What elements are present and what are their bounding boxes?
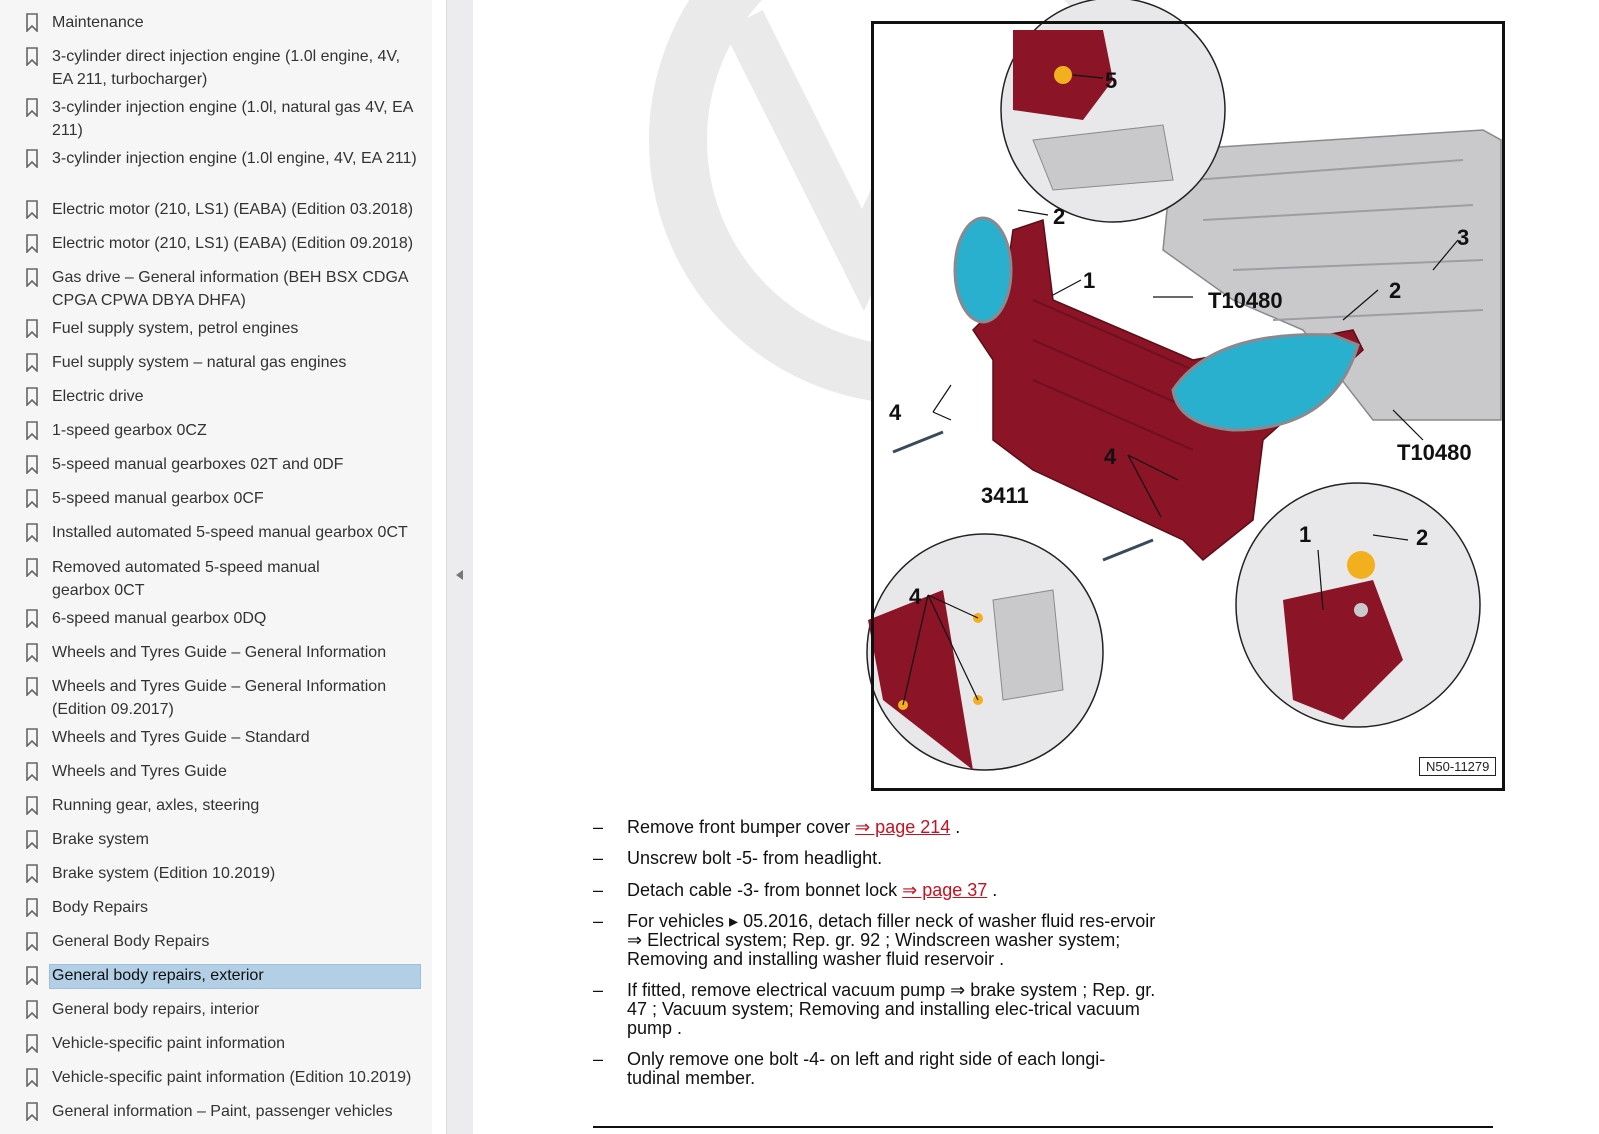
collapse-sidebar-icon[interactable] (456, 570, 463, 580)
callout-label: 3411 (981, 483, 1029, 508)
bookmark-icon (26, 489, 38, 508)
bookmark-label: Electric motor (210, LS1) (EABA) (Edition 03.2018) (52, 201, 414, 218)
bookmark-icon (26, 268, 38, 287)
bookmark-icon (26, 966, 38, 985)
bookmark-icon (26, 200, 38, 219)
bookmark-label: Electric drive (52, 388, 144, 405)
bookmark-label: Installed automated 5-speed manual gearbox 0CT (52, 524, 408, 541)
bookmark-label: Brake system (Edition 10.2019) (52, 865, 276, 882)
step-text (627, 818, 1157, 837)
bookmark-icon (26, 149, 38, 168)
sidebar-splitter[interactable] (446, 0, 474, 1134)
bookmark-icon (26, 932, 38, 951)
bookmark-icon (26, 47, 38, 66)
bookmark-icon (26, 319, 38, 338)
callout-label: 2 (1053, 204, 1066, 229)
step-text (627, 881, 1157, 900)
bookmark-icon (26, 864, 38, 883)
bookmark-label: Running gear, axles, steering (52, 797, 260, 814)
callout-label: 2 (1416, 525, 1429, 550)
bookmark-icon (26, 455, 38, 474)
callout-label: 4 (1104, 444, 1117, 469)
bookmark-label: Brake system (52, 831, 149, 848)
step-text-part: . (950, 817, 961, 837)
bookmark-icon (26, 353, 38, 372)
bookmark-label: General body repairs, exterior (50, 965, 420, 988)
bookmark-label: Removed automated 5-speed manual gearbox 0CT (52, 559, 320, 599)
step-text-part: . (987, 880, 998, 900)
page-link[interactable]: ⇒ page 214 (855, 817, 951, 837)
bookmark-label: General Body Repairs (52, 933, 210, 950)
bookmark-label: Vehicle-specific paint information (Edition 10.2019) (52, 1069, 412, 1086)
callout-label: 1 (1083, 268, 1096, 293)
bookmark-label: 5-speed manual gearbox 0CF (52, 490, 264, 507)
callout-label: 4 (909, 584, 922, 609)
bookmark-label: Wheels and Tyres Guide (52, 763, 227, 780)
list-dash: – (593, 817, 604, 837)
bookmark-icon (26, 796, 38, 815)
section-divider (593, 1126, 1493, 1128)
bookmark-icon (26, 1034, 38, 1053)
step-text: Unscrew bolt -5- from headlight. (627, 848, 883, 868)
bookmark-label: Vehicle-specific paint information (52, 1035, 286, 1052)
bookmark-icon (26, 728, 38, 747)
callout-label: T10480 (1397, 440, 1472, 465)
bookmark-label: 6-speed manual gearbox 0DQ (52, 610, 267, 627)
list-dash: – (593, 880, 604, 900)
bookmark-label: General body repairs, interior (52, 1001, 260, 1018)
bookmark-label: Fuel supply system – natural gas engines (52, 354, 347, 371)
bookmark-icon (26, 1000, 38, 1019)
figure-id-label: N50-11279 (1419, 757, 1496, 776)
bookmark-label: Body Repairs (52, 899, 149, 916)
bookmark-icon (26, 558, 38, 577)
bookmark-icon (26, 421, 38, 440)
document-page (473, 0, 1599, 1134)
bookmark-icon (26, 1102, 38, 1121)
callout-label: 4 (889, 400, 902, 425)
bookmark-label: Maintenance (52, 14, 144, 31)
bookmark-label: Wheels and Tyres Guide – General Information (Edition 09.2017) (52, 678, 387, 718)
callout-label: 2 (1389, 278, 1402, 303)
bookmark-label: 5-speed manual gearboxes 02T and 0DF (52, 456, 344, 473)
bookmark-label: 3-cylinder injection engine (1.0l, natural gas 4V, EA 211) (52, 99, 413, 139)
step-text: Only remove one bolt -4- on left and right side of each longi-tudinal member. (627, 1049, 1106, 1088)
figure (473, 0, 1599, 800)
bookmark-icon (26, 13, 38, 32)
bookmark-label: Fuel supply system, petrol engines (52, 320, 299, 337)
bookmark-icon (26, 523, 38, 542)
bookmark-label: Wheels and Tyres Guide – Standard (52, 729, 310, 746)
bookmark-label: 1-speed gearbox 0CZ (52, 422, 207, 439)
bookmark-icon (26, 98, 38, 117)
bookmark-label: 3-cylinder injection engine (1.0l engine, 4V, EA 211) (52, 150, 417, 167)
bookmark-icon (26, 762, 38, 781)
step-text: For vehicles ▸ 05.2016, detach filler neck of washer fluid res-ervoir ⇒ Electrical system; Rep. gr. 92 ; Windscreen washer system; Removing and installing washer fluid reservoir . (627, 911, 1156, 969)
bookmark-label: 3-cylinder direct injection engine (1.0l engine, 4V, EA 211, turbocharger) (52, 48, 401, 88)
list-dash: – (593, 1049, 604, 1069)
bookmark-icon (26, 387, 38, 406)
bookmark-icon (26, 677, 38, 696)
bookmark-icon (26, 1068, 38, 1087)
step-text: If fitted, remove electrical vacuum pump ⇒ brake system ; Rep. gr. 47 ; Vacuum system; Removing and installing elec-trical vacuum pump . (627, 980, 1156, 1038)
step-text-part: Detach cable -3- from bonnet lock (627, 880, 903, 900)
bookmark-label: Wheels and Tyres Guide – General Information (52, 644, 387, 661)
bookmark-icon (26, 898, 38, 917)
list-dash: – (593, 848, 604, 868)
bookmark-icon (26, 830, 38, 849)
callout-label: 1 (1299, 522, 1312, 547)
bookmarks-sidebar (0, 0, 432, 1134)
bookmark-label: Electric motor (210, LS1) (EABA) (Edition 09.2018) (52, 235, 414, 252)
step-text-part: Remove front bumper cover (627, 817, 856, 837)
callout-label: 3 (1457, 225, 1470, 250)
bookmark-label: General information – Paint, passenger vehicles (52, 1103, 393, 1120)
page-link[interactable]: ⇒ page 37 (902, 880, 988, 900)
bookmark-icon (26, 609, 38, 628)
callout-label: T10480 (1208, 288, 1283, 313)
bookmark-icon (26, 643, 38, 662)
list-dash: – (593, 911, 604, 931)
bookmark-label: Gas drive – General information (BEH BSX CDGA CPGA CPWA DBYA DHFA) (52, 269, 408, 309)
figure-frame (871, 21, 1505, 791)
callout-label: 5 (1105, 68, 1118, 93)
list-dash: – (593, 980, 604, 1000)
bookmark-icon (26, 234, 38, 253)
